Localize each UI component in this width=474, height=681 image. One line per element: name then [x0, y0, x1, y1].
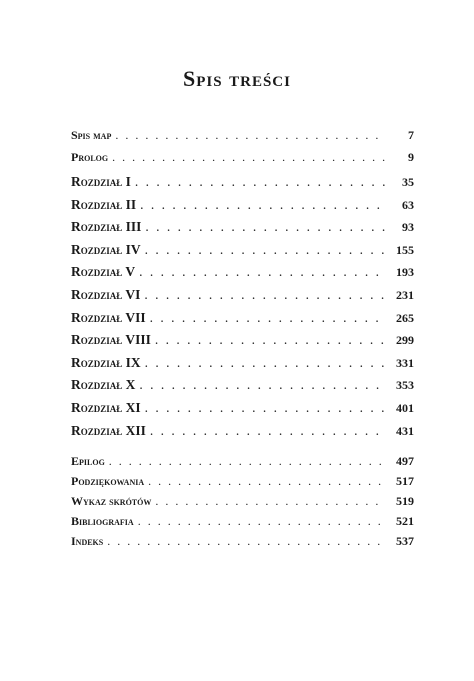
- toc-entry-label: Rozdział VII: [71, 309, 146, 325]
- dot-leader: [138, 514, 386, 529]
- toc-entry-label: Rozdział IV: [71, 241, 141, 257]
- toc-entry[interactable]: [71, 332, 414, 355]
- toc-entry[interactable]: [71, 423, 414, 446]
- toc-front-matter: [71, 128, 414, 172]
- dot-leader: [155, 494, 386, 509]
- dot-leader: [150, 310, 386, 326]
- toc-entry-label: Rozdział V: [71, 264, 136, 280]
- dot-leader: [150, 423, 386, 439]
- toc-entry[interactable]: [71, 150, 414, 172]
- toc-entry-page: 63: [402, 197, 414, 212]
- toc-entry-label: Podziękowania: [71, 474, 145, 488]
- toc-entry-label: Rozdział X: [71, 377, 136, 393]
- toc-entry[interactable]: [71, 264, 414, 287]
- toc-entry-page: 155: [396, 242, 414, 257]
- toc-entry-label: Wykaz skrótów: [71, 494, 152, 508]
- dot-leader: [115, 128, 386, 143]
- dot-leader: [145, 355, 386, 371]
- dot-leader: [145, 400, 386, 416]
- toc-entry[interactable]: [71, 474, 414, 494]
- toc-entry-label: Rozdział IX: [71, 354, 141, 370]
- dot-leader: [135, 174, 386, 190]
- toc-entry-page: 299: [396, 333, 414, 348]
- toc-entry-label: Epilog: [71, 454, 105, 468]
- toc-back-matter: [71, 454, 414, 554]
- toc-entry[interactable]: [71, 454, 414, 474]
- dot-leader: [109, 454, 386, 469]
- dot-leader: [148, 474, 386, 489]
- dot-leader: [145, 219, 386, 235]
- toc-entry-page: 431: [396, 423, 414, 438]
- toc-entry-page: 331: [396, 355, 414, 370]
- toc-entry[interactable]: [71, 174, 414, 197]
- dot-leader: [139, 377, 386, 393]
- toc-entry[interactable]: [71, 514, 414, 534]
- page-title: Spis treści: [183, 66, 291, 91]
- toc-entry[interactable]: [71, 355, 414, 378]
- dot-leader: [107, 534, 386, 549]
- dot-leader: [139, 264, 386, 280]
- toc-entry-page: 193: [396, 265, 414, 280]
- toc-entry-label: Spis map: [71, 128, 112, 142]
- toc-entry[interactable]: [71, 197, 414, 220]
- toc-entry[interactable]: [71, 219, 414, 242]
- toc-entry[interactable]: [71, 494, 414, 514]
- toc-entry[interactable]: [71, 534, 414, 554]
- toc-entry-label: Rozdział VIII: [71, 332, 151, 348]
- toc-entry-page: 353: [396, 378, 414, 393]
- dot-leader: [144, 287, 386, 303]
- toc-entry-page: 517: [396, 474, 414, 488]
- toc-entry-page: 9: [408, 150, 414, 164]
- toc-entry[interactable]: [71, 242, 414, 265]
- dot-leader: [112, 150, 386, 165]
- toc-entry-label: Rozdział XII: [71, 422, 146, 438]
- toc-entry-label: Rozdział I: [71, 174, 131, 189]
- toc-entry-page: 497: [396, 454, 414, 468]
- toc-entry[interactable]: [71, 400, 414, 423]
- toc-entry-label: Rozdział VI: [71, 286, 141, 302]
- toc-entry-label: Indeks: [71, 534, 104, 548]
- toc-entry-page: 401: [396, 400, 414, 415]
- toc-chapters: [71, 174, 414, 445]
- dot-leader: [155, 332, 386, 348]
- toc-entry-page: 537: [396, 534, 414, 548]
- toc-entry-page: 519: [396, 494, 414, 508]
- toc-entry[interactable]: [71, 128, 414, 150]
- dot-leader: [145, 242, 386, 258]
- toc-entry-page: 93: [402, 220, 414, 235]
- dot-leader: [140, 197, 386, 213]
- toc-entry-page: 231: [396, 287, 414, 302]
- toc-entry-page: 7: [408, 128, 414, 142]
- toc-entry-label: Rozdział II: [71, 196, 137, 212]
- toc-entry[interactable]: [71, 287, 414, 310]
- toc-entry[interactable]: [71, 310, 414, 333]
- toc-entry-label: Rozdział XI: [71, 399, 141, 415]
- toc-entry-label: Bibliografia: [71, 514, 134, 528]
- toc-entry-label: Prolog: [71, 150, 109, 164]
- toc-entry[interactable]: [71, 377, 414, 400]
- toc-entry-page: 35: [402, 175, 414, 189]
- toc-entry-page: 265: [396, 310, 414, 325]
- toc-entry-label: Rozdział III: [71, 219, 142, 235]
- toc-entry-page: 521: [396, 514, 414, 528]
